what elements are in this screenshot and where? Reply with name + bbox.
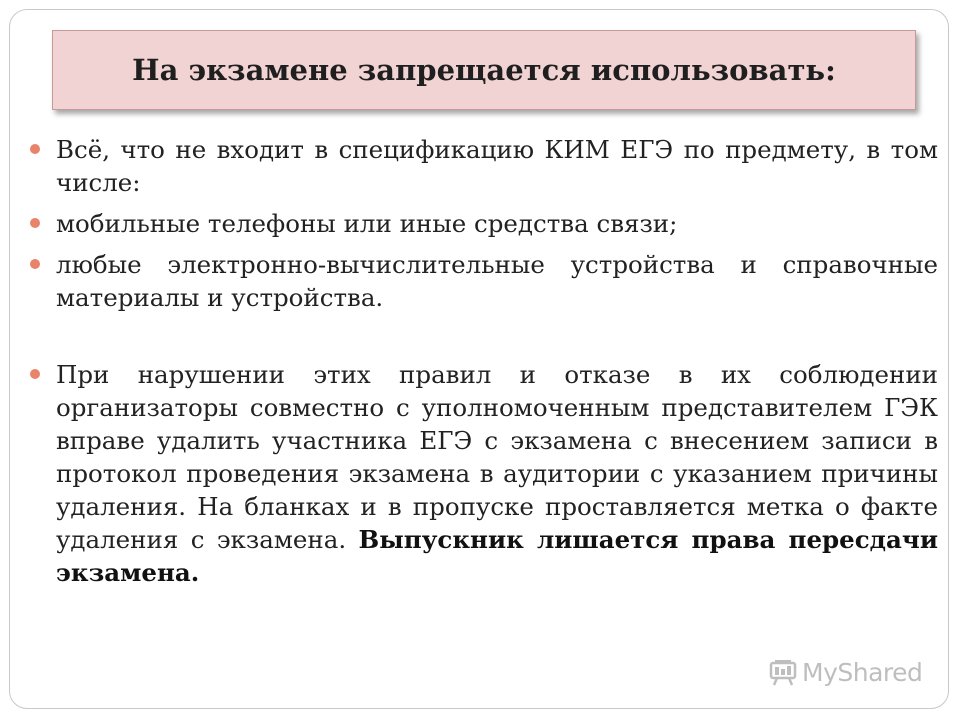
bullet-list <box>30 133 938 589</box>
slide-title: На экзамене запрещается использовать: <box>132 53 836 87</box>
bullet-dot-icon <box>30 259 40 269</box>
mysharded-watermark <box>768 657 922 687</box>
list-item <box>30 248 938 314</box>
list-item-text: Всё, что не входит в спецификацию КИМ ЕГЭ по предмету, в том числе: <box>56 135 938 197</box>
list-item-text: любые электронно-вычислительные устройства и справочные материалы и устройства. <box>56 250 938 312</box>
list-item-text: мобильные телефоны или иные средства связи; <box>56 209 678 238</box>
presentation-board-icon <box>768 657 798 687</box>
watermark-text: MyShared <box>802 657 923 687</box>
list-item-text: При нарушении этих правил и отказе в их соблюдении организаторы совместно с уполномоченным представителем ГЭК вправе удалить участника ЕГЭ с экзамена с внесением записи в протокол проведения экзамена в аудитории с указанием причины удаления. На бланках и в пропуске проставляется метка о факте удаления с экзамена. <box>56 360 938 554</box>
list-item <box>30 133 938 199</box>
bullet-dot-icon <box>30 144 40 154</box>
list-item <box>30 358 938 589</box>
title-box <box>52 30 916 110</box>
list-item <box>30 207 938 240</box>
bullet-dot-icon <box>30 218 40 228</box>
bullet-dot-icon <box>30 369 40 379</box>
list-item-bold-text: Выпускник лишается права пересдачи экзамена. <box>56 525 938 587</box>
